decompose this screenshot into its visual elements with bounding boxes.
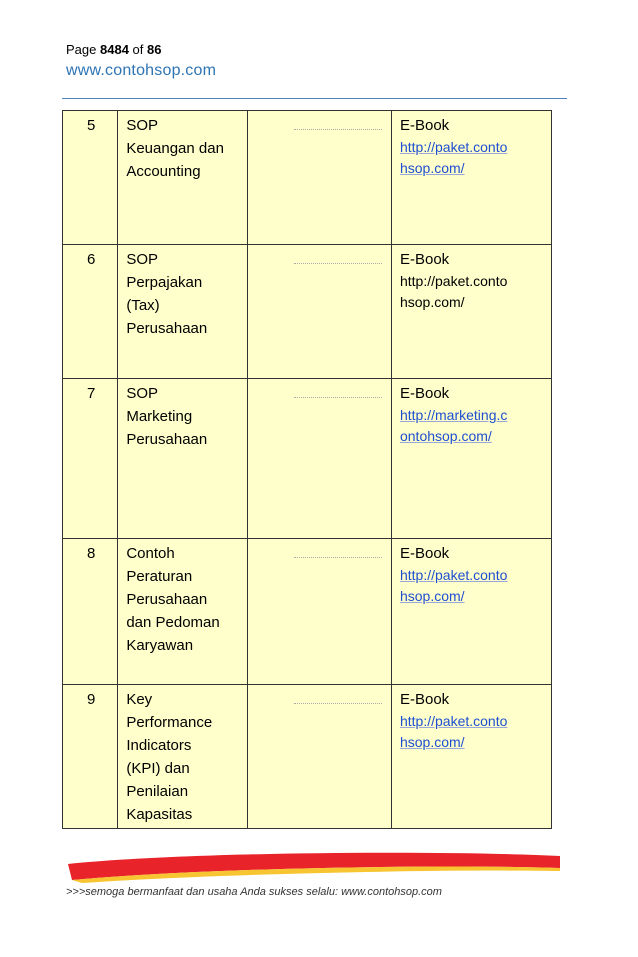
sop-title-line: dan Pedoman [126,614,220,631]
resource-link[interactable]: http://marketing.c [399,407,508,423]
sop-title-line: Indicators [126,737,192,754]
resource-link[interactable]: hsop.com/ [399,160,465,176]
sop-title [118,245,248,379]
sop-title-line: SOP [126,385,159,402]
sop-table [62,110,552,829]
empty-cell [248,245,392,379]
row-number: 6 [63,245,118,379]
resource-type: E-Book [399,691,450,708]
resource-link[interactable]: http://paket.conto [399,139,508,155]
resource-type: E-Book [399,117,450,134]
resource-link: http://paket.conto [399,273,508,289]
row-number: 9 [63,685,118,829]
resource-cell [391,539,551,685]
row-number: 8 [63,539,118,685]
sop-title-line: Penilaian [126,783,189,800]
site-url[interactable]: www.contohsop.com [66,62,217,79]
sop-title-line: SOP [126,251,159,268]
faint-line [294,703,382,704]
resource-cell [391,111,551,245]
empty-cell [248,539,392,685]
table-row [63,685,552,829]
row-number: 7 [63,379,118,539]
table-row [63,379,552,539]
sop-title-line: Key [126,691,153,708]
sop-title-line: Accounting [126,163,201,180]
sop-title [118,539,248,685]
resource-link[interactable]: http://paket.conto [399,713,508,729]
faint-line [294,397,382,398]
table-row [63,539,552,685]
row-number: 5 [63,111,118,245]
page-number: Page 8484 of 86 [66,42,162,57]
resource-link[interactable]: http://paket.conto [399,567,508,583]
sop-title-line: (Tax) [126,297,160,314]
sop-title-line: Perusahaan [126,320,208,337]
sop-title-line: SOP [126,117,159,134]
empty-cell [248,379,392,539]
resource-cell [391,379,551,539]
faint-line [294,129,382,130]
sop-title [118,111,248,245]
sop-title-line: Karyawan [126,637,194,654]
sop-title-line: Keuangan dan [126,140,224,157]
sop-title-line: Contoh [126,545,175,562]
sop-title-line: Perpajakan [126,274,203,291]
resource-type: E-Book [399,385,450,402]
resource-link[interactable]: hsop.com/ [399,588,465,604]
table-row [63,245,552,379]
sop-title-line: Perusahaan [126,591,208,608]
resource-cell [391,685,551,829]
footer-text: >>>semoga bermanfaat dan usaha Anda sukses selalu: www.contohsop.com [66,886,442,898]
sop-title-line: Performance [126,714,213,731]
empty-cell [248,685,392,829]
resource-link[interactable]: ontohsop.com/ [399,428,492,444]
faint-line [294,557,382,558]
faint-line [294,263,382,264]
sop-title [118,379,248,539]
resource-cell [391,245,551,379]
empty-cell [248,111,392,245]
sop-title-line: (KPI) dan [126,760,190,777]
sop-title [118,685,248,829]
sop-title-line: Perusahaan [126,431,208,448]
resource-type: E-Book [399,545,450,562]
header-rule [62,98,567,99]
sop-title-line: Peraturan [126,568,193,585]
resource-type: E-Book [399,251,450,268]
resource-link: hsop.com/ [399,294,465,310]
sop-title-line: Kapasitas [126,806,193,823]
resource-link[interactable]: hsop.com/ [399,734,465,750]
page-header [66,42,566,80]
sop-title-line: Marketing [126,408,193,425]
table-row [63,111,552,245]
table-body [63,111,552,829]
footer-swoosh-graphic [62,850,562,884]
